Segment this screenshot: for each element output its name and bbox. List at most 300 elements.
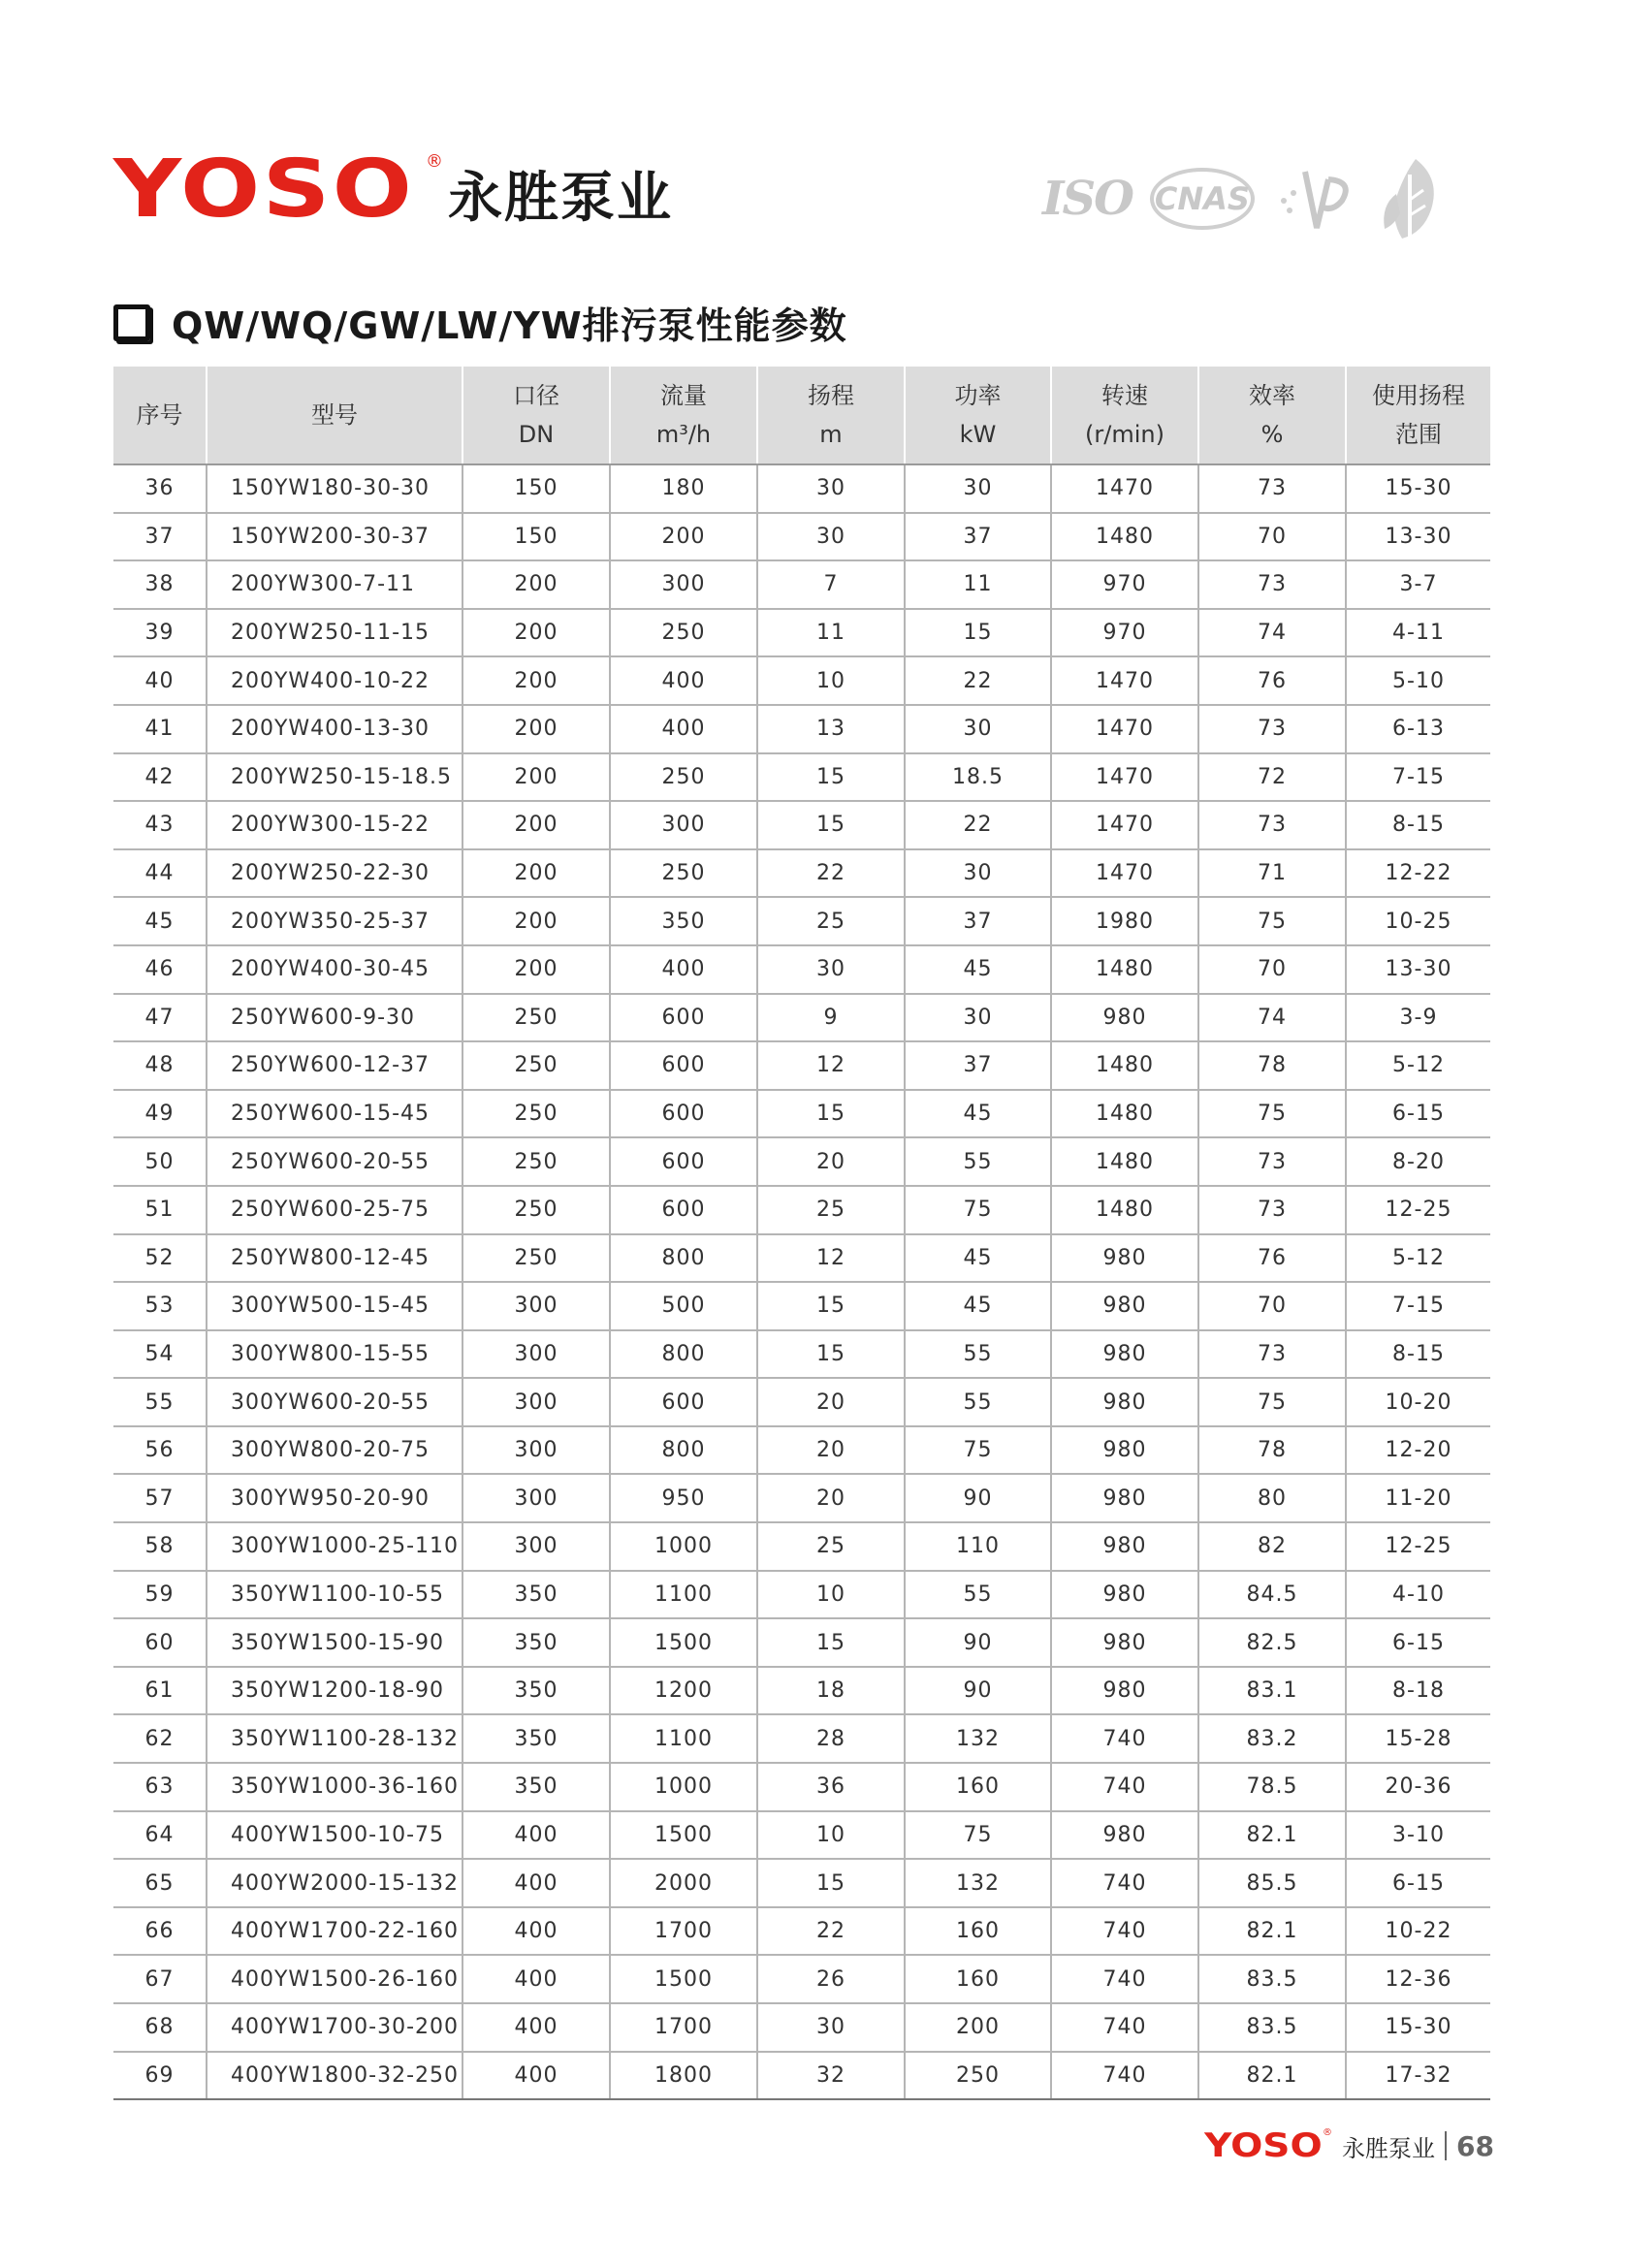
header-col-diameter xyxy=(463,367,610,464)
cell-index: 61 xyxy=(113,1667,207,1715)
cell-diameter: 350 xyxy=(463,1763,610,1811)
cell-model: 300YW950-20-90 xyxy=(207,1474,463,1522)
cell-diameter: 250 xyxy=(463,1234,610,1283)
cell-flow: 800 xyxy=(610,1426,757,1475)
cell-head-range: 12-25 xyxy=(1346,1186,1490,1234)
cell-power: 30 xyxy=(905,464,1051,513)
table-row xyxy=(113,609,1490,657)
cell-model: 400YW1700-30-200 xyxy=(207,2003,463,2052)
cell-head-range: 8-15 xyxy=(1346,1330,1490,1379)
cell-efficiency: 75 xyxy=(1198,897,1346,945)
header-unit: % xyxy=(1260,421,1284,448)
cell-head: 20 xyxy=(757,1426,905,1475)
cell-power: 132 xyxy=(905,1714,1051,1763)
cell-diameter: 350 xyxy=(463,1667,610,1715)
cell-head-range: 4-10 xyxy=(1346,1571,1490,1619)
cell-index: 55 xyxy=(113,1378,207,1426)
table-row xyxy=(113,1186,1490,1234)
cell-diameter: 250 xyxy=(463,1041,610,1090)
cell-head: 15 xyxy=(757,1282,905,1330)
performance-table xyxy=(113,367,1490,2100)
cell-head: 25 xyxy=(757,1522,905,1571)
cell-efficiency: 73 xyxy=(1198,464,1346,513)
cell-speed: 740 xyxy=(1051,1955,1198,2003)
cell-power: 55 xyxy=(905,1330,1051,1379)
iso-label: ISO xyxy=(1042,172,1133,226)
cell-index: 38 xyxy=(113,560,207,609)
cell-flow: 800 xyxy=(610,1234,757,1283)
section-header xyxy=(113,296,847,349)
cell-head-range: 10-20 xyxy=(1346,1378,1490,1426)
cell-head: 20 xyxy=(757,1378,905,1426)
cell-efficiency: 82.5 xyxy=(1198,1618,1346,1667)
cell-speed: 1980 xyxy=(1051,897,1198,945)
cell-model: 200YW350-25-37 xyxy=(207,897,463,945)
cell-head: 15 xyxy=(757,1090,905,1138)
table-row xyxy=(113,1955,1490,2003)
cell-index: 42 xyxy=(113,753,207,802)
brand-name: YOSO xyxy=(113,143,415,236)
cell-model: 400YW1500-10-75 xyxy=(207,1811,463,1860)
cell-speed: 1480 xyxy=(1051,1041,1198,1090)
header-label: 功率 xyxy=(954,382,1002,409)
cell-index: 62 xyxy=(113,1714,207,1763)
cell-flow: 600 xyxy=(610,1041,757,1090)
cell-speed: 1470 xyxy=(1051,705,1198,753)
cell-index: 36 xyxy=(113,464,207,513)
cell-flow: 400 xyxy=(610,945,757,994)
cell-flow: 400 xyxy=(610,656,757,705)
cell-flow: 250 xyxy=(610,753,757,802)
cell-efficiency: 74 xyxy=(1198,609,1346,657)
cell-power: 45 xyxy=(905,1090,1051,1138)
cell-power: 37 xyxy=(905,513,1051,561)
cell-speed: 980 xyxy=(1051,994,1198,1042)
header-unit: (r/min) xyxy=(1085,421,1164,448)
cell-efficiency: 76 xyxy=(1198,1234,1346,1283)
cell-diameter: 150 xyxy=(463,464,610,513)
cell-diameter: 250 xyxy=(463,1090,610,1138)
cell-speed: 980 xyxy=(1051,1618,1198,1667)
cell-head-range: 10-25 xyxy=(1346,897,1490,945)
table-row xyxy=(113,1811,1490,1860)
cell-index: 40 xyxy=(113,656,207,705)
cell-head-range: 6-15 xyxy=(1346,1859,1490,1907)
table-row xyxy=(113,464,1490,513)
cell-head: 15 xyxy=(757,1618,905,1667)
cell-head: 30 xyxy=(757,513,905,561)
cell-index: 65 xyxy=(113,1859,207,1907)
table-row xyxy=(113,1522,1490,1571)
cell-flow: 180 xyxy=(610,464,757,513)
cell-head-range: 13-30 xyxy=(1346,513,1490,561)
cell-head: 10 xyxy=(757,656,905,705)
cell-efficiency: 84.5 xyxy=(1198,1571,1346,1619)
cell-speed: 970 xyxy=(1051,609,1198,657)
cell-head: 22 xyxy=(757,1907,905,1956)
cell-flow: 2000 xyxy=(610,1859,757,1907)
cell-model: 300YW800-20-75 xyxy=(207,1426,463,1475)
table-row xyxy=(113,1618,1490,1667)
cell-power: 160 xyxy=(905,1907,1051,1956)
cell-model: 150YW180-30-30 xyxy=(207,464,463,513)
cell-index: 54 xyxy=(113,1330,207,1379)
header-unit: 范围 xyxy=(1395,421,1442,448)
cell-flow: 1700 xyxy=(610,1907,757,1956)
cell-model: 250YW600-25-75 xyxy=(207,1186,463,1234)
cell-flow: 1000 xyxy=(610,1522,757,1571)
cell-efficiency: 80 xyxy=(1198,1474,1346,1522)
cell-power: 75 xyxy=(905,1426,1051,1475)
cell-speed: 1470 xyxy=(1051,801,1198,849)
cell-diameter: 300 xyxy=(463,1378,610,1426)
cell-efficiency: 83.1 xyxy=(1198,1667,1346,1715)
cell-index: 64 xyxy=(113,1811,207,1860)
cell-index: 47 xyxy=(113,994,207,1042)
cell-model: 200YW250-22-30 xyxy=(207,849,463,898)
cell-index: 67 xyxy=(113,1955,207,2003)
cell-flow: 200 xyxy=(610,513,757,561)
cell-head: 22 xyxy=(757,849,905,898)
cell-head: 18 xyxy=(757,1667,905,1715)
cell-model: 350YW1000-36-160 xyxy=(207,1763,463,1811)
cell-head: 15 xyxy=(757,1859,905,1907)
cell-power: 132 xyxy=(905,1859,1051,1907)
cell-efficiency: 70 xyxy=(1198,513,1346,561)
table-row xyxy=(113,849,1490,898)
cell-diameter: 400 xyxy=(463,1811,610,1860)
header-col-model xyxy=(207,367,463,464)
cell-head: 28 xyxy=(757,1714,905,1763)
cell-head-range: 20-36 xyxy=(1346,1763,1490,1811)
header-col-index xyxy=(113,367,207,464)
cell-speed: 980 xyxy=(1051,1378,1198,1426)
cell-flow: 1100 xyxy=(610,1571,757,1619)
header-col-head xyxy=(757,367,905,464)
cell-index: 68 xyxy=(113,2003,207,2052)
header-unit: kW xyxy=(959,421,997,448)
cell-diameter: 350 xyxy=(463,1571,610,1619)
cell-efficiency: 83.5 xyxy=(1198,1955,1346,2003)
table-row xyxy=(113,2003,1490,2052)
cell-index: 45 xyxy=(113,897,207,945)
cell-model: 400YW1800-32-250 xyxy=(207,2052,463,2100)
table-row xyxy=(113,2052,1490,2100)
header-label: 流量 xyxy=(660,382,707,409)
cell-model: 350YW1100-10-55 xyxy=(207,1571,463,1619)
cell-index: 49 xyxy=(113,1090,207,1138)
footer-registered-mark: ® xyxy=(1323,2127,1333,2138)
table-row xyxy=(113,1330,1490,1379)
cell-flow: 1100 xyxy=(610,1714,757,1763)
cell-efficiency: 71 xyxy=(1198,849,1346,898)
cell-index: 59 xyxy=(113,1571,207,1619)
cell-efficiency: 75 xyxy=(1198,1378,1346,1426)
cell-model: 400YW1500-26-160 xyxy=(207,1955,463,2003)
cell-power: 90 xyxy=(905,1474,1051,1522)
cell-speed: 740 xyxy=(1051,1763,1198,1811)
cell-flow: 600 xyxy=(610,994,757,1042)
cell-speed: 740 xyxy=(1051,2052,1198,2100)
cell-index: 66 xyxy=(113,1907,207,1956)
page-footer xyxy=(1204,2122,1494,2170)
cell-head: 15 xyxy=(757,1330,905,1379)
certification-marks xyxy=(1042,145,1445,252)
header-label: 转速 xyxy=(1101,382,1148,409)
header-unit: DN xyxy=(518,421,555,448)
table-row xyxy=(113,753,1490,802)
cell-head-range: 5-12 xyxy=(1346,1041,1490,1090)
cell-diameter: 200 xyxy=(463,753,610,802)
header-label: 型号 xyxy=(311,401,358,429)
cell-speed: 740 xyxy=(1051,2003,1198,2052)
cell-diameter: 250 xyxy=(463,1137,610,1186)
cell-efficiency: 78 xyxy=(1198,1426,1346,1475)
cell-diameter: 200 xyxy=(463,849,610,898)
cell-diameter: 400 xyxy=(463,2003,610,2052)
cell-power: 90 xyxy=(905,1618,1051,1667)
cell-index: 44 xyxy=(113,849,207,898)
table-row xyxy=(113,945,1490,994)
table-row xyxy=(113,1137,1490,1186)
cell-head-range: 15-28 xyxy=(1346,1714,1490,1763)
table-row xyxy=(113,1714,1490,1763)
cell-flow: 1200 xyxy=(610,1667,757,1715)
table-row xyxy=(113,897,1490,945)
cell-head-range: 5-10 xyxy=(1346,656,1490,705)
cell-head-range: 15-30 xyxy=(1346,2003,1490,2052)
cell-model: 250YW600-9-30 xyxy=(207,994,463,1042)
cell-efficiency: 82.1 xyxy=(1198,1907,1346,1956)
table-row xyxy=(113,1474,1490,1522)
cell-power: 75 xyxy=(905,1186,1051,1234)
cell-index: 37 xyxy=(113,513,207,561)
cell-speed: 980 xyxy=(1051,1571,1198,1619)
cell-diameter: 200 xyxy=(463,801,610,849)
cell-index: 60 xyxy=(113,1618,207,1667)
table-row xyxy=(113,1763,1490,1811)
cell-efficiency: 78.5 xyxy=(1198,1763,1346,1811)
cell-diameter: 300 xyxy=(463,1426,610,1475)
cell-power: 110 xyxy=(905,1522,1051,1571)
cell-power: 30 xyxy=(905,849,1051,898)
cell-head: 30 xyxy=(757,945,905,994)
table-row xyxy=(113,560,1490,609)
brand-name-cn: 永胜泵业 xyxy=(448,167,673,230)
cell-head-range: 12-25 xyxy=(1346,1522,1490,1571)
cell-head-range: 10-22 xyxy=(1346,1907,1490,1956)
cell-diameter: 350 xyxy=(463,1618,610,1667)
cell-head-range: 5-12 xyxy=(1346,1234,1490,1283)
iso-icon xyxy=(1042,172,1133,226)
cell-index: 51 xyxy=(113,1186,207,1234)
cell-power: 30 xyxy=(905,705,1051,753)
cell-index: 50 xyxy=(113,1137,207,1186)
cell-efficiency: 85.5 xyxy=(1198,1859,1346,1907)
cell-head-range: 15-30 xyxy=(1346,464,1490,513)
leaf-mark-icon xyxy=(1377,155,1445,242)
header-col-speed xyxy=(1051,367,1198,464)
cell-efficiency: 73 xyxy=(1198,560,1346,609)
header-col-power xyxy=(905,367,1051,464)
cell-head-range: 13-30 xyxy=(1346,945,1490,994)
cell-speed: 1470 xyxy=(1051,849,1198,898)
cell-speed: 1480 xyxy=(1051,1090,1198,1138)
cnas-label: CNAS xyxy=(1154,180,1250,217)
cell-index: 53 xyxy=(113,1282,207,1330)
cell-power: 30 xyxy=(905,994,1051,1042)
cell-flow: 600 xyxy=(610,1186,757,1234)
cell-head-range: 6-13 xyxy=(1346,705,1490,753)
cell-speed: 1470 xyxy=(1051,753,1198,802)
cell-efficiency: 72 xyxy=(1198,753,1346,802)
cell-head-range: 8-20 xyxy=(1346,1137,1490,1186)
table-body xyxy=(113,464,1490,2099)
cell-diameter: 400 xyxy=(463,1907,610,1956)
cell-diameter: 200 xyxy=(463,656,610,705)
cell-model: 350YW1100-28-132 xyxy=(207,1714,463,1763)
cell-model: 200YW300-15-22 xyxy=(207,801,463,849)
cell-flow: 400 xyxy=(610,705,757,753)
cell-diameter: 250 xyxy=(463,994,610,1042)
cell-diameter: 350 xyxy=(463,1714,610,1763)
cell-efficiency: 82.1 xyxy=(1198,1811,1346,1860)
cell-diameter: 300 xyxy=(463,1474,610,1522)
cell-head-range: 3-10 xyxy=(1346,1811,1490,1860)
header-unit: m³/h xyxy=(655,421,712,448)
cell-diameter: 200 xyxy=(463,560,610,609)
cell-flow: 1700 xyxy=(610,2003,757,2052)
cell-flow: 250 xyxy=(610,849,757,898)
cell-speed: 980 xyxy=(1051,1811,1198,1860)
cell-power: 18.5 xyxy=(905,753,1051,802)
cell-diameter: 200 xyxy=(463,897,610,945)
cell-power: 37 xyxy=(905,1041,1051,1090)
table-row xyxy=(113,1282,1490,1330)
cell-efficiency: 83.5 xyxy=(1198,2003,1346,2052)
cell-model: 250YW600-12-37 xyxy=(207,1041,463,1090)
cell-diameter: 400 xyxy=(463,2052,610,2100)
cell-power: 55 xyxy=(905,1378,1051,1426)
cell-head: 25 xyxy=(757,1186,905,1234)
cell-efficiency: 70 xyxy=(1198,945,1346,994)
cell-flow: 600 xyxy=(610,1090,757,1138)
cell-diameter: 200 xyxy=(463,705,610,753)
cell-speed: 1480 xyxy=(1051,513,1198,561)
cell-flow: 250 xyxy=(610,609,757,657)
cell-head-range: 3-9 xyxy=(1346,994,1490,1042)
cell-diameter: 300 xyxy=(463,1330,610,1379)
cell-model: 200YW250-15-18.5 xyxy=(207,753,463,802)
cell-model: 300YW1000-25-110 xyxy=(207,1522,463,1571)
header-label: 效率 xyxy=(1249,382,1295,409)
cell-power: 37 xyxy=(905,897,1051,945)
cell-index: 69 xyxy=(113,2052,207,2100)
cell-index: 58 xyxy=(113,1522,207,1571)
cell-power: 22 xyxy=(905,801,1051,849)
cell-flow: 300 xyxy=(610,801,757,849)
cell-flow: 600 xyxy=(610,1378,757,1426)
cell-flow: 1000 xyxy=(610,1763,757,1811)
footer-brand-cn: 永胜泵业 xyxy=(1342,2134,1436,2162)
cell-speed: 1470 xyxy=(1051,656,1198,705)
cell-model: 200YW300-7-11 xyxy=(207,560,463,609)
cell-efficiency: 74 xyxy=(1198,994,1346,1042)
cell-power: 45 xyxy=(905,1234,1051,1283)
cell-head: 26 xyxy=(757,1955,905,2003)
cell-diameter: 300 xyxy=(463,1522,610,1571)
cell-power: 90 xyxy=(905,1667,1051,1715)
cell-head-range: 6-15 xyxy=(1346,1618,1490,1667)
cell-speed: 1470 xyxy=(1051,464,1198,513)
table-row xyxy=(113,1041,1490,1090)
cell-head-range: 3-7 xyxy=(1346,560,1490,609)
header-col-efficiency xyxy=(1198,367,1346,464)
cell-index: 56 xyxy=(113,1426,207,1475)
cell-index: 48 xyxy=(113,1041,207,1090)
footer-brand: YOSO xyxy=(1204,2126,1324,2165)
cell-head: 9 xyxy=(757,994,905,1042)
table-row xyxy=(113,1667,1490,1715)
cell-head-range: 4-11 xyxy=(1346,609,1490,657)
table-row xyxy=(113,994,1490,1042)
header-label: 序号 xyxy=(136,401,183,429)
cell-head-range: 17-32 xyxy=(1346,2052,1490,2100)
cell-speed: 1480 xyxy=(1051,945,1198,994)
cell-head: 36 xyxy=(757,1763,905,1811)
footer-divider xyxy=(1445,2131,1447,2160)
table-row xyxy=(113,1378,1490,1426)
cell-flow: 300 xyxy=(610,560,757,609)
table-row xyxy=(113,1090,1490,1138)
cell-flow: 1500 xyxy=(610,1811,757,1860)
cell-power: 250 xyxy=(905,2052,1051,2100)
header-col-flow xyxy=(610,367,757,464)
cell-diameter: 300 xyxy=(463,1282,610,1330)
cell-head: 11 xyxy=(757,609,905,657)
cell-power: 55 xyxy=(905,1137,1051,1186)
table-row xyxy=(113,1571,1490,1619)
cell-efficiency: 73 xyxy=(1198,1186,1346,1234)
cell-model: 350YW1500-15-90 xyxy=(207,1618,463,1667)
cell-speed: 1480 xyxy=(1051,1186,1198,1234)
header-row xyxy=(113,367,1490,464)
cell-flow: 350 xyxy=(610,897,757,945)
checkbox-icon xyxy=(113,304,150,341)
quality-mark-icon xyxy=(1272,160,1359,238)
cell-speed: 740 xyxy=(1051,1714,1198,1763)
cell-speed: 980 xyxy=(1051,1667,1198,1715)
cell-head: 30 xyxy=(757,464,905,513)
cell-speed: 980 xyxy=(1051,1330,1198,1379)
cell-efficiency: 73 xyxy=(1198,705,1346,753)
cell-flow: 1500 xyxy=(610,1618,757,1667)
cell-power: 45 xyxy=(905,945,1051,994)
table-row xyxy=(113,1907,1490,1956)
cell-efficiency: 83.2 xyxy=(1198,1714,1346,1763)
cell-speed: 740 xyxy=(1051,1859,1198,1907)
table-row xyxy=(113,1234,1490,1283)
cell-head-range: 12-20 xyxy=(1346,1426,1490,1475)
cell-head-range: 11-20 xyxy=(1346,1474,1490,1522)
cell-index: 43 xyxy=(113,801,207,849)
cell-speed: 740 xyxy=(1051,1907,1198,1956)
cell-head: 30 xyxy=(757,2003,905,2052)
cell-flow: 500 xyxy=(610,1282,757,1330)
cell-model: 250YW600-15-45 xyxy=(207,1090,463,1138)
cell-power: 45 xyxy=(905,1282,1051,1330)
cell-diameter: 200 xyxy=(463,945,610,994)
